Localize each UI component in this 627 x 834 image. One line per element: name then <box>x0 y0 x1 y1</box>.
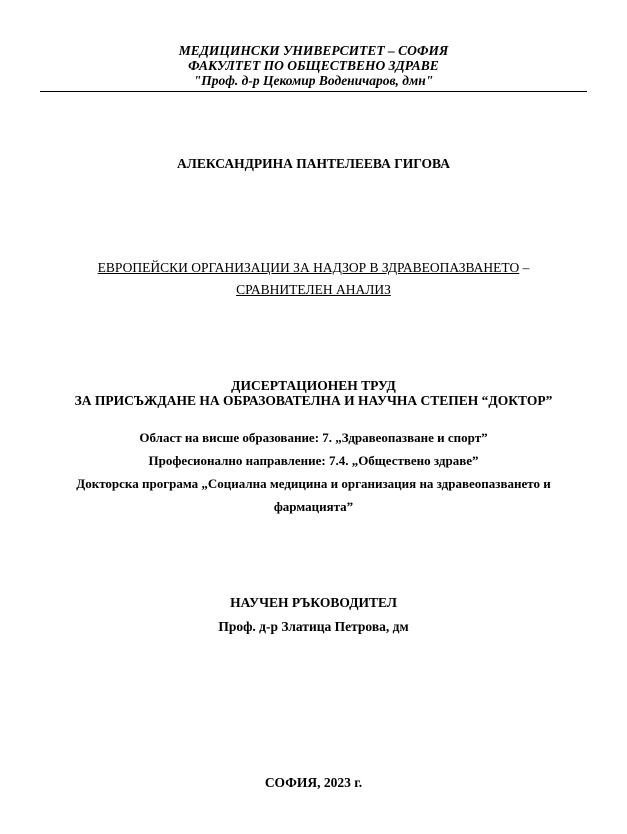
education-area: Област на висше образование: 7. „Здравеопазване и спорт” <box>139 430 488 445</box>
doctoral-program-line-2: фармацията” <box>273 499 354 514</box>
faculty-named-after: "Проф. д-р Цекомир Воденичаров, дмн" <box>193 73 434 88</box>
thesis-title-line-1 <box>0 260 627 276</box>
advisor-label: НАУЧЕН РЪКОВОДИТЕЛ <box>230 595 397 610</box>
thesis-title-line-2 <box>0 282 627 298</box>
faculty-name: ФАКУЛТЕТ ПО ОБЩЕСТВЕНО ЗДРАВЕ <box>188 58 439 73</box>
advisor-name: Проф. д-р Златица Петрова, дм <box>218 619 409 634</box>
professional-direction: Професионално направление: 7.4. „Обществено здраве” <box>148 453 479 468</box>
university-name: МЕДИЦИНСКИ УНИВЕРСИТЕТ – СОФИЯ <box>178 43 449 58</box>
doctoral-program-line-1: Докторска програма „Социална медицина и организация на здравеопазването и <box>76 476 551 491</box>
thesis-title-underlined: ЕВРОПЕЙСКИ ОРГАНИЗАЦИИ ЗА НАДЗОР В ЗДРАВЕОПАЗВАНЕТО <box>97 260 520 275</box>
author-name: АЛЕКСАНДРИНА ПАНТЕЛЕЕВА ГИГОВА <box>177 156 450 171</box>
thesis-title-line-2-text: СРАВНИТЕЛЕН АНАЛИЗ <box>236 282 391 297</box>
thesis-title-dash: – <box>519 260 530 275</box>
city-year: СОФИЯ, 2023 г. <box>264 775 363 790</box>
dissertation-heading: ДИСЕРТАЦИОНЕН ТРУД <box>231 378 396 393</box>
dissertation-subheading: ЗА ПРИСЪЖДАНЕ НА ОБРАЗОВАТЕЛНА И НАУЧНА СТЕПЕН “ДОКТОР” <box>74 393 553 408</box>
header-divider <box>40 91 587 92</box>
